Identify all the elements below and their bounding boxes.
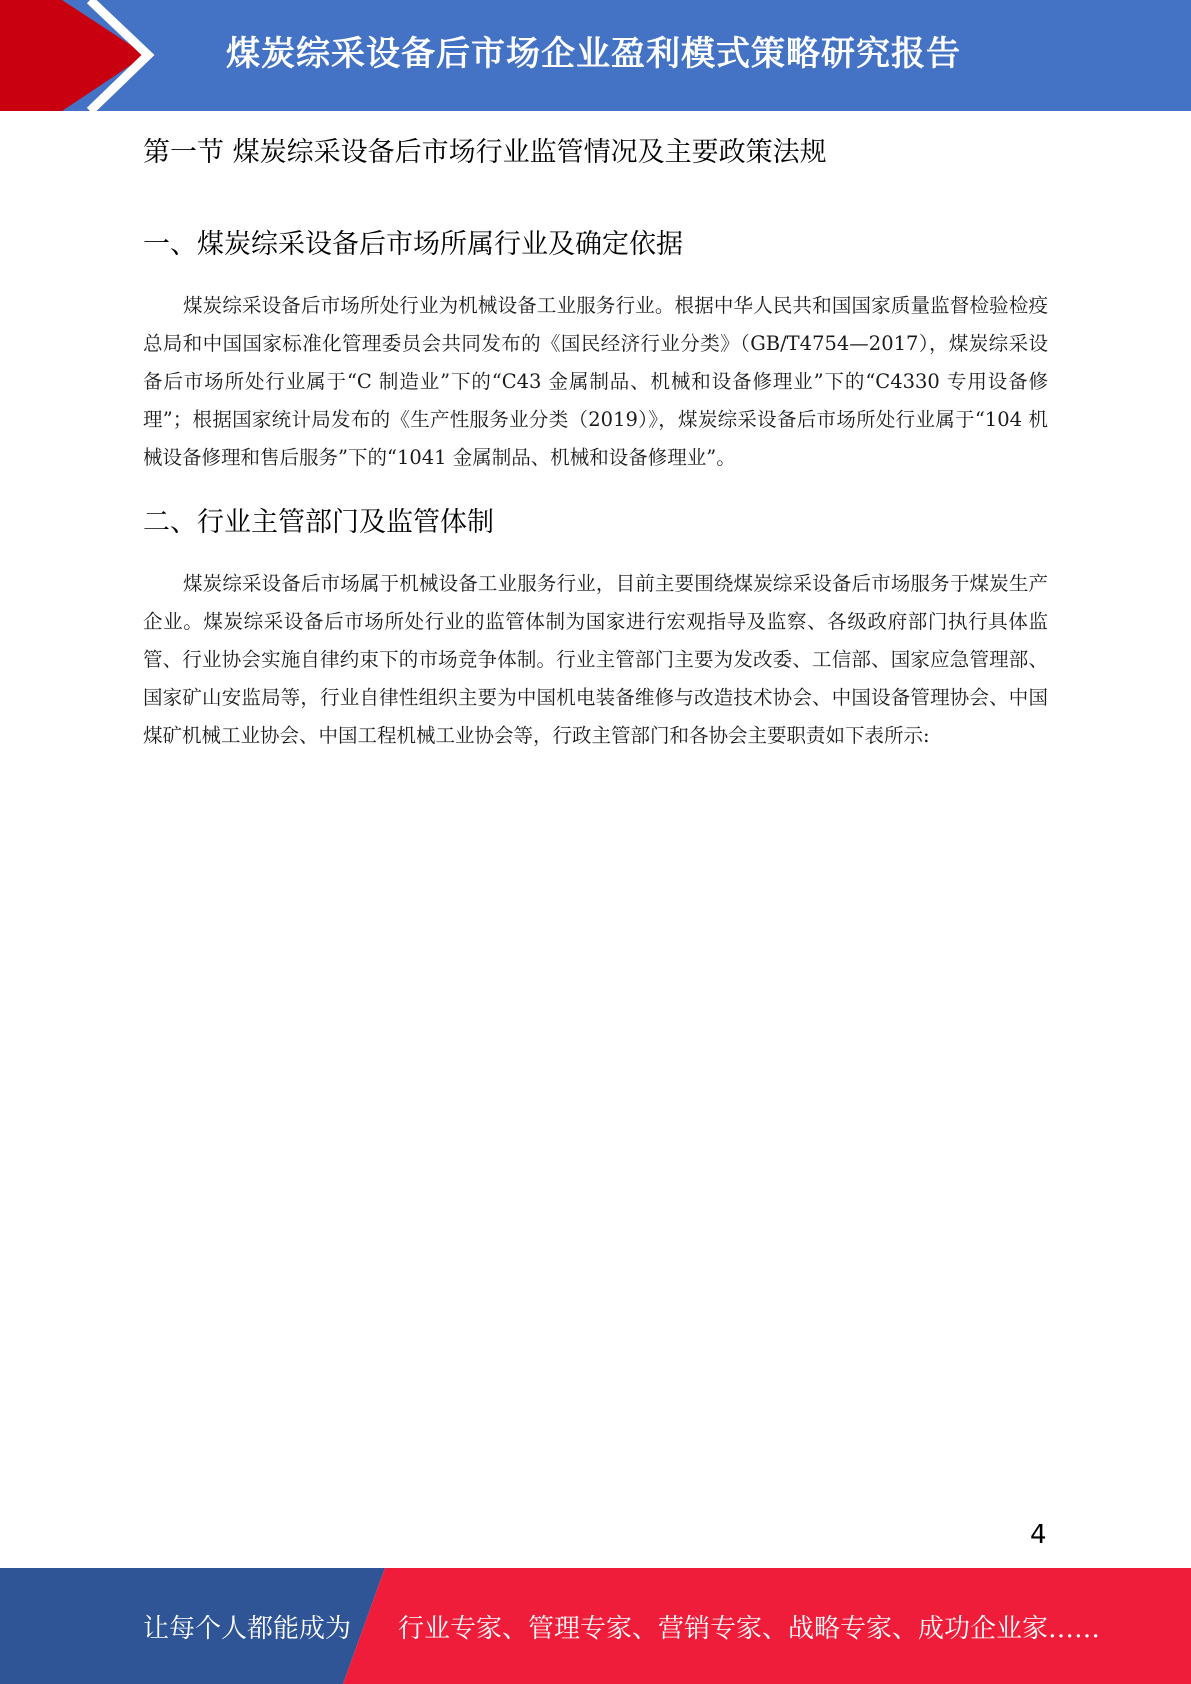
page-footer xyxy=(0,1568,1191,1684)
heading-regulatory-system: 二、行业主管部门及监管体制 xyxy=(143,507,494,538)
paragraph-industry-classification: 煤炭综采设备后市场所处行业为机械设备工业服务行业。根据中华人民共和国国家质量监督检验检疫总局和中国国家标准化管理委员会共同发布的《国民经济行业分类》（GB/T4754—2017），煤炭综采设备后市场所处行业属于“C 制造业”下的“C43 金属制品、机械和设备修理业”下的“C4330 专用设备修理”；根据国家统计局发布的《生产性服务业分类（2019）》，煤炭综采设备后市场所处行业属于“104 机械设备修理和售后服务”下的“1041 金属制品、机械和设备修理业”。 xyxy=(143,294,1048,469)
footer-slogan-right: 行业专家、管理专家、营销专家、战略专家、成功企业家…… xyxy=(398,1614,1101,1644)
footer-slogan-left: 让每个人都能成为 xyxy=(143,1614,352,1644)
heading-industry-classification: 一、煤炭综采设备后市场所属行业及确定依据 xyxy=(143,229,683,260)
section-title: 第一节 煤炭综采设备后市场行业监管情况及主要政策法规 xyxy=(143,137,827,168)
report-title: 煤炭综采设备后市场企业盈利模式策略研究报告 xyxy=(226,34,961,74)
page-header xyxy=(0,0,1191,111)
paragraph-regulatory-system: 煤炭综采设备后市场属于机械设备工业服务行业，目前主要围绕煤炭综采设备后市场服务于煤炭生产企业。煤炭综采设备后市场所处行业的监管体制为国家进行宏观指导及监察、各级政府部门执行具体监管、行业协会实施自律约束下的市场竞争体制。行业主管部门主要为发改委、工信部、国家应急管理部、国家矿山安监局等，行业自律性组织主要为中国机电装备维修与改造技术协会、中国设备管理协会、中国煤矿机械工业协会、中国工程机械工业协会等，行政主管部门和各协会主要职责如下表所示: xyxy=(143,572,1048,747)
page-number: 4 xyxy=(1030,1520,1047,1550)
